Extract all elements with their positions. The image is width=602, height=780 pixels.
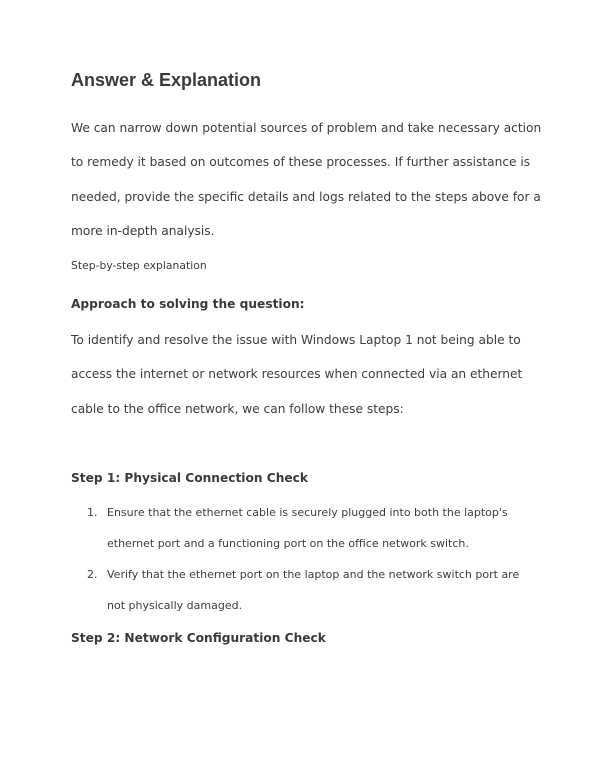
approach-line: cable to the office network, we can follow these steps: [71, 402, 404, 416]
intro-line: more in-depth analysis. [71, 224, 215, 238]
page-title: Answer & Explanation [71, 70, 262, 90]
list-item-line: Ensure that the ethernet cable is securely plugged into both the laptop's [107, 506, 508, 519]
step-by-step-label: Step-by-step explanation [71, 259, 207, 272]
step2-heading: Step 2: Network Configuration Check [71, 631, 326, 645]
approach-line: To identify and resolve the issue with Windows Laptop 1 not being able to [71, 333, 521, 347]
list-item-number: 1. [87, 506, 98, 519]
list-item-number: 2. [87, 568, 98, 581]
approach-line: access the internet or network resources when connected via an ethernet [71, 367, 523, 381]
intro-line: needed, provide the specific details and logs related to the steps above for a [71, 190, 541, 204]
step1-heading: Step 1: Physical Connection Check [71, 471, 308, 485]
list-item-line: Verify that the ethernet port on the laptop and the network switch port are [107, 568, 520, 581]
list-item-line: not physically damaged. [107, 599, 243, 612]
approach-heading: Approach to solving the question: [71, 297, 305, 311]
list-item-line: ethernet port and a functioning port on the office network switch. [107, 537, 469, 550]
intro-line: We can narrow down potential sources of problem and take necessary action [71, 121, 542, 135]
intro-line: to remedy it based on outcomes of these processes. If further assistance is [71, 155, 531, 169]
